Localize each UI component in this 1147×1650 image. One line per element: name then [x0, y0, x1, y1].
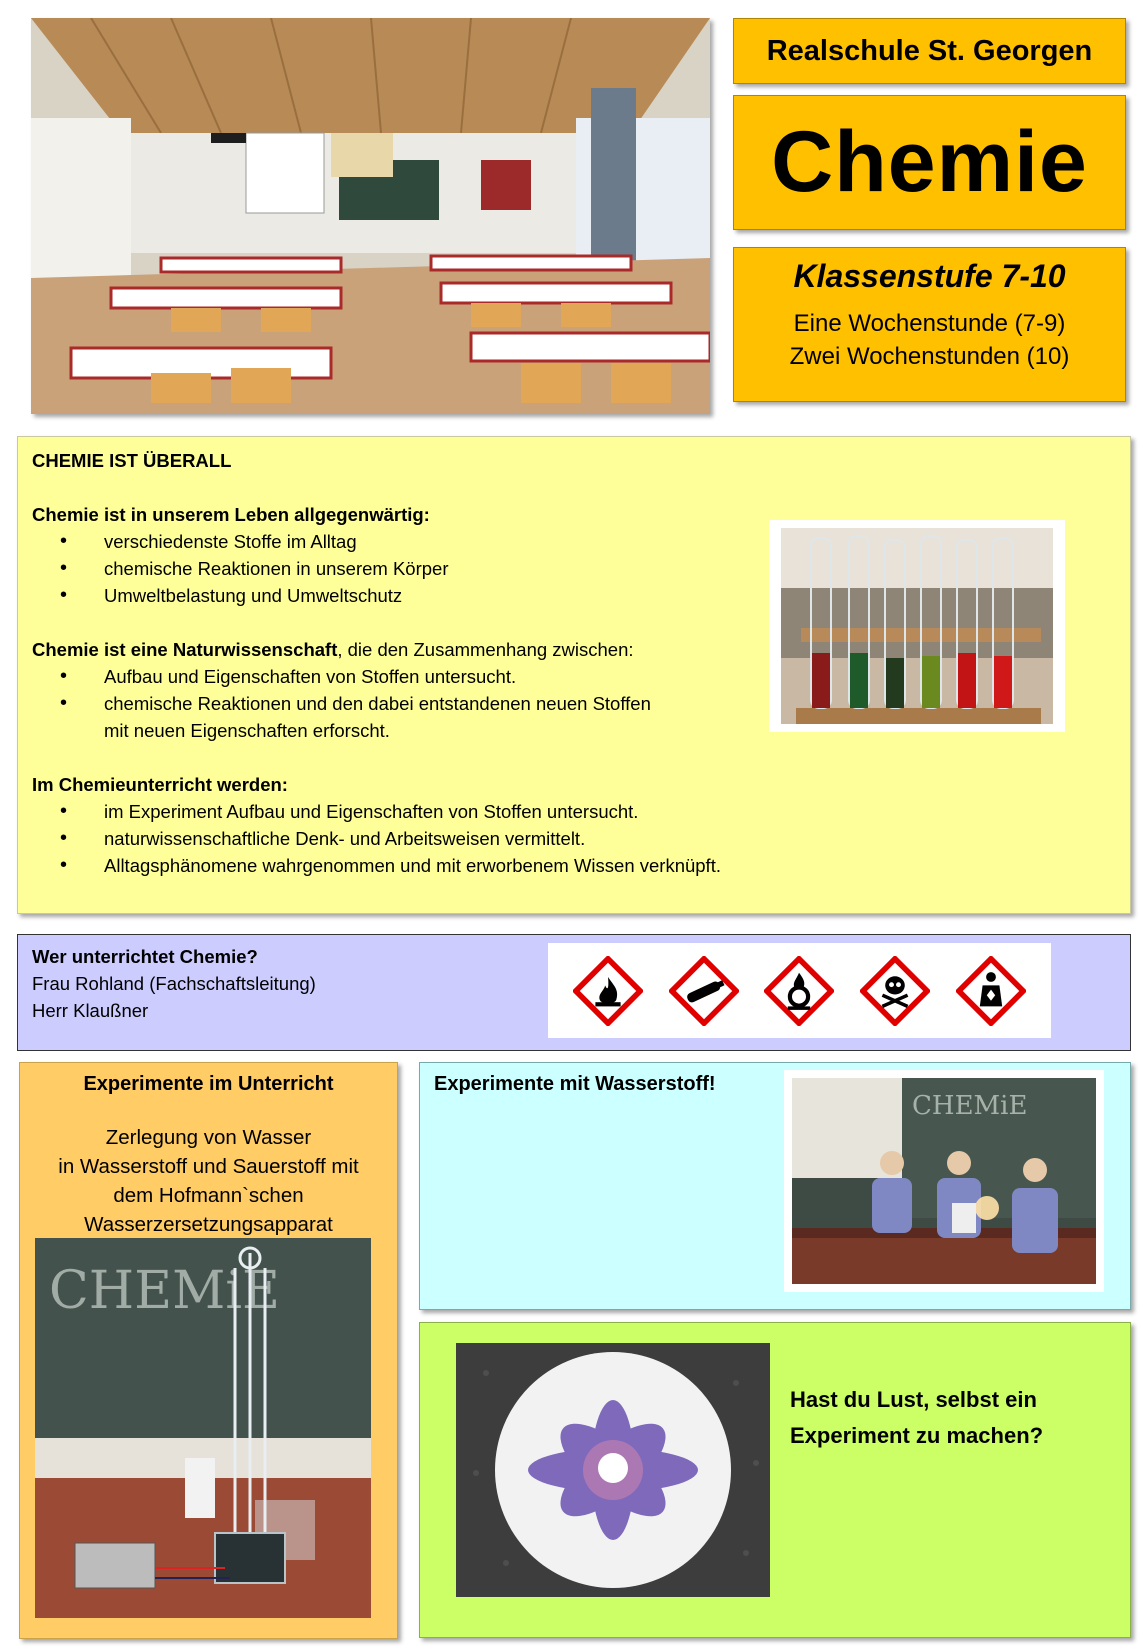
teacher-2: Herr Klaußner	[32, 1000, 149, 1021]
skull-crossbones-icon	[860, 956, 930, 1026]
health-hazard-icon	[956, 956, 1026, 1026]
list-item: • Umweltbelastung und Umweltschutz	[88, 582, 772, 609]
call-to-action-text	[790, 1382, 1110, 1454]
list-item: • Alltagsphänomene wahrgenommen und mit erworbenem Wissen verknüpft.	[88, 852, 772, 879]
oxidizing-flame-icon	[764, 956, 834, 1026]
info-text	[32, 447, 772, 879]
list-item: • Aufbau und Eigenschaften von Stoffen untersucht.	[88, 663, 772, 690]
cta-line-2: Experiment zu machen?	[790, 1423, 1044, 1448]
hours-line-1: Eine Wochenstunde (7-9)	[793, 310, 1066, 337]
school-name: Realschule St. Georgen	[766, 34, 1093, 67]
classroom-photo	[31, 18, 710, 414]
grade-box	[733, 247, 1126, 402]
chromatography-photo	[456, 1343, 770, 1597]
hofmann-apparatus-photo	[35, 1238, 371, 1618]
grade-title: Klassenstufe 7-10	[793, 258, 1066, 294]
section2-title-bold: Chemie ist eine Naturwissenschaft	[32, 639, 338, 660]
experiments-line-3: dem Hofmann`schen	[113, 1184, 304, 1207]
hydrogen-experiment-photo	[792, 1078, 1096, 1284]
experiments-description	[20, 1123, 397, 1239]
section3-list	[32, 798, 772, 879]
teachers-text	[32, 943, 316, 1024]
experiments-title: Experimente im Unterricht	[83, 1073, 334, 1095]
experiments-line-2: in Wasserstoff und Sauerstoff mit	[58, 1155, 359, 1178]
section1-list	[32, 528, 772, 609]
section2-title	[32, 636, 772, 663]
section2-list	[32, 663, 772, 717]
cta-line-1: Hast du Lust, selbst ein	[790, 1387, 1037, 1412]
test-tubes-photo-frame	[769, 520, 1065, 732]
section2-continuation: mit neuen Eigenschaften erforscht.	[104, 720, 390, 741]
list-item: • chemische Reaktionen und den dabei entstandenen neuen Stoffen	[88, 690, 772, 717]
section2-title-rest: , die den Zusammenhang zwischen:	[337, 639, 634, 660]
gas-cylinder-icon	[669, 956, 739, 1026]
section1-title: Chemie ist in unserem Leben allgegenwärtig:	[32, 504, 430, 525]
list-item: • verschiedenste Stoffe im Alltag	[88, 528, 772, 555]
list-item: • im Experiment Aufbau und Eigenschaften von Stoffen untersucht.	[88, 798, 772, 825]
experiments-line-4: Wasserzersetzungsapparat	[84, 1213, 333, 1236]
hydrogen-photo-frame	[784, 1070, 1104, 1292]
svg-text:CHEMiE: CHEMiE	[49, 1261, 280, 1321]
section3-title: Im Chemieunterricht werden:	[32, 774, 288, 795]
hours-line-2: Zwei Wochenstunden (10)	[789, 343, 1070, 370]
test-tubes-photo	[781, 528, 1053, 724]
hazard-pictograms	[548, 943, 1051, 1038]
teachers-title: Wer unterrichtet Chemie?	[32, 946, 258, 967]
list-item: • chemische Reaktionen in unserem Körper	[88, 555, 772, 582]
teacher-1: Frau Rohland (Fachschaftsleitung)	[32, 973, 316, 994]
svg-text:CHEMiE: CHEMiE	[912, 1091, 1028, 1121]
info-heading: CHEMIE IST ÜBERALL	[32, 450, 232, 471]
school-name-box	[733, 18, 1126, 84]
subject-title: Chemie	[771, 114, 1088, 210]
experiments-line-1: Zerlegung von Wasser	[105, 1126, 312, 1149]
list-item: • naturwissenschaftliche Denk- und Arbeitsweisen vermittelt.	[88, 825, 772, 852]
hydrogen-title: Experimente mit Wasserstoff!	[434, 1073, 716, 1095]
flame-icon	[573, 956, 643, 1026]
subject-title-box	[733, 95, 1126, 230]
